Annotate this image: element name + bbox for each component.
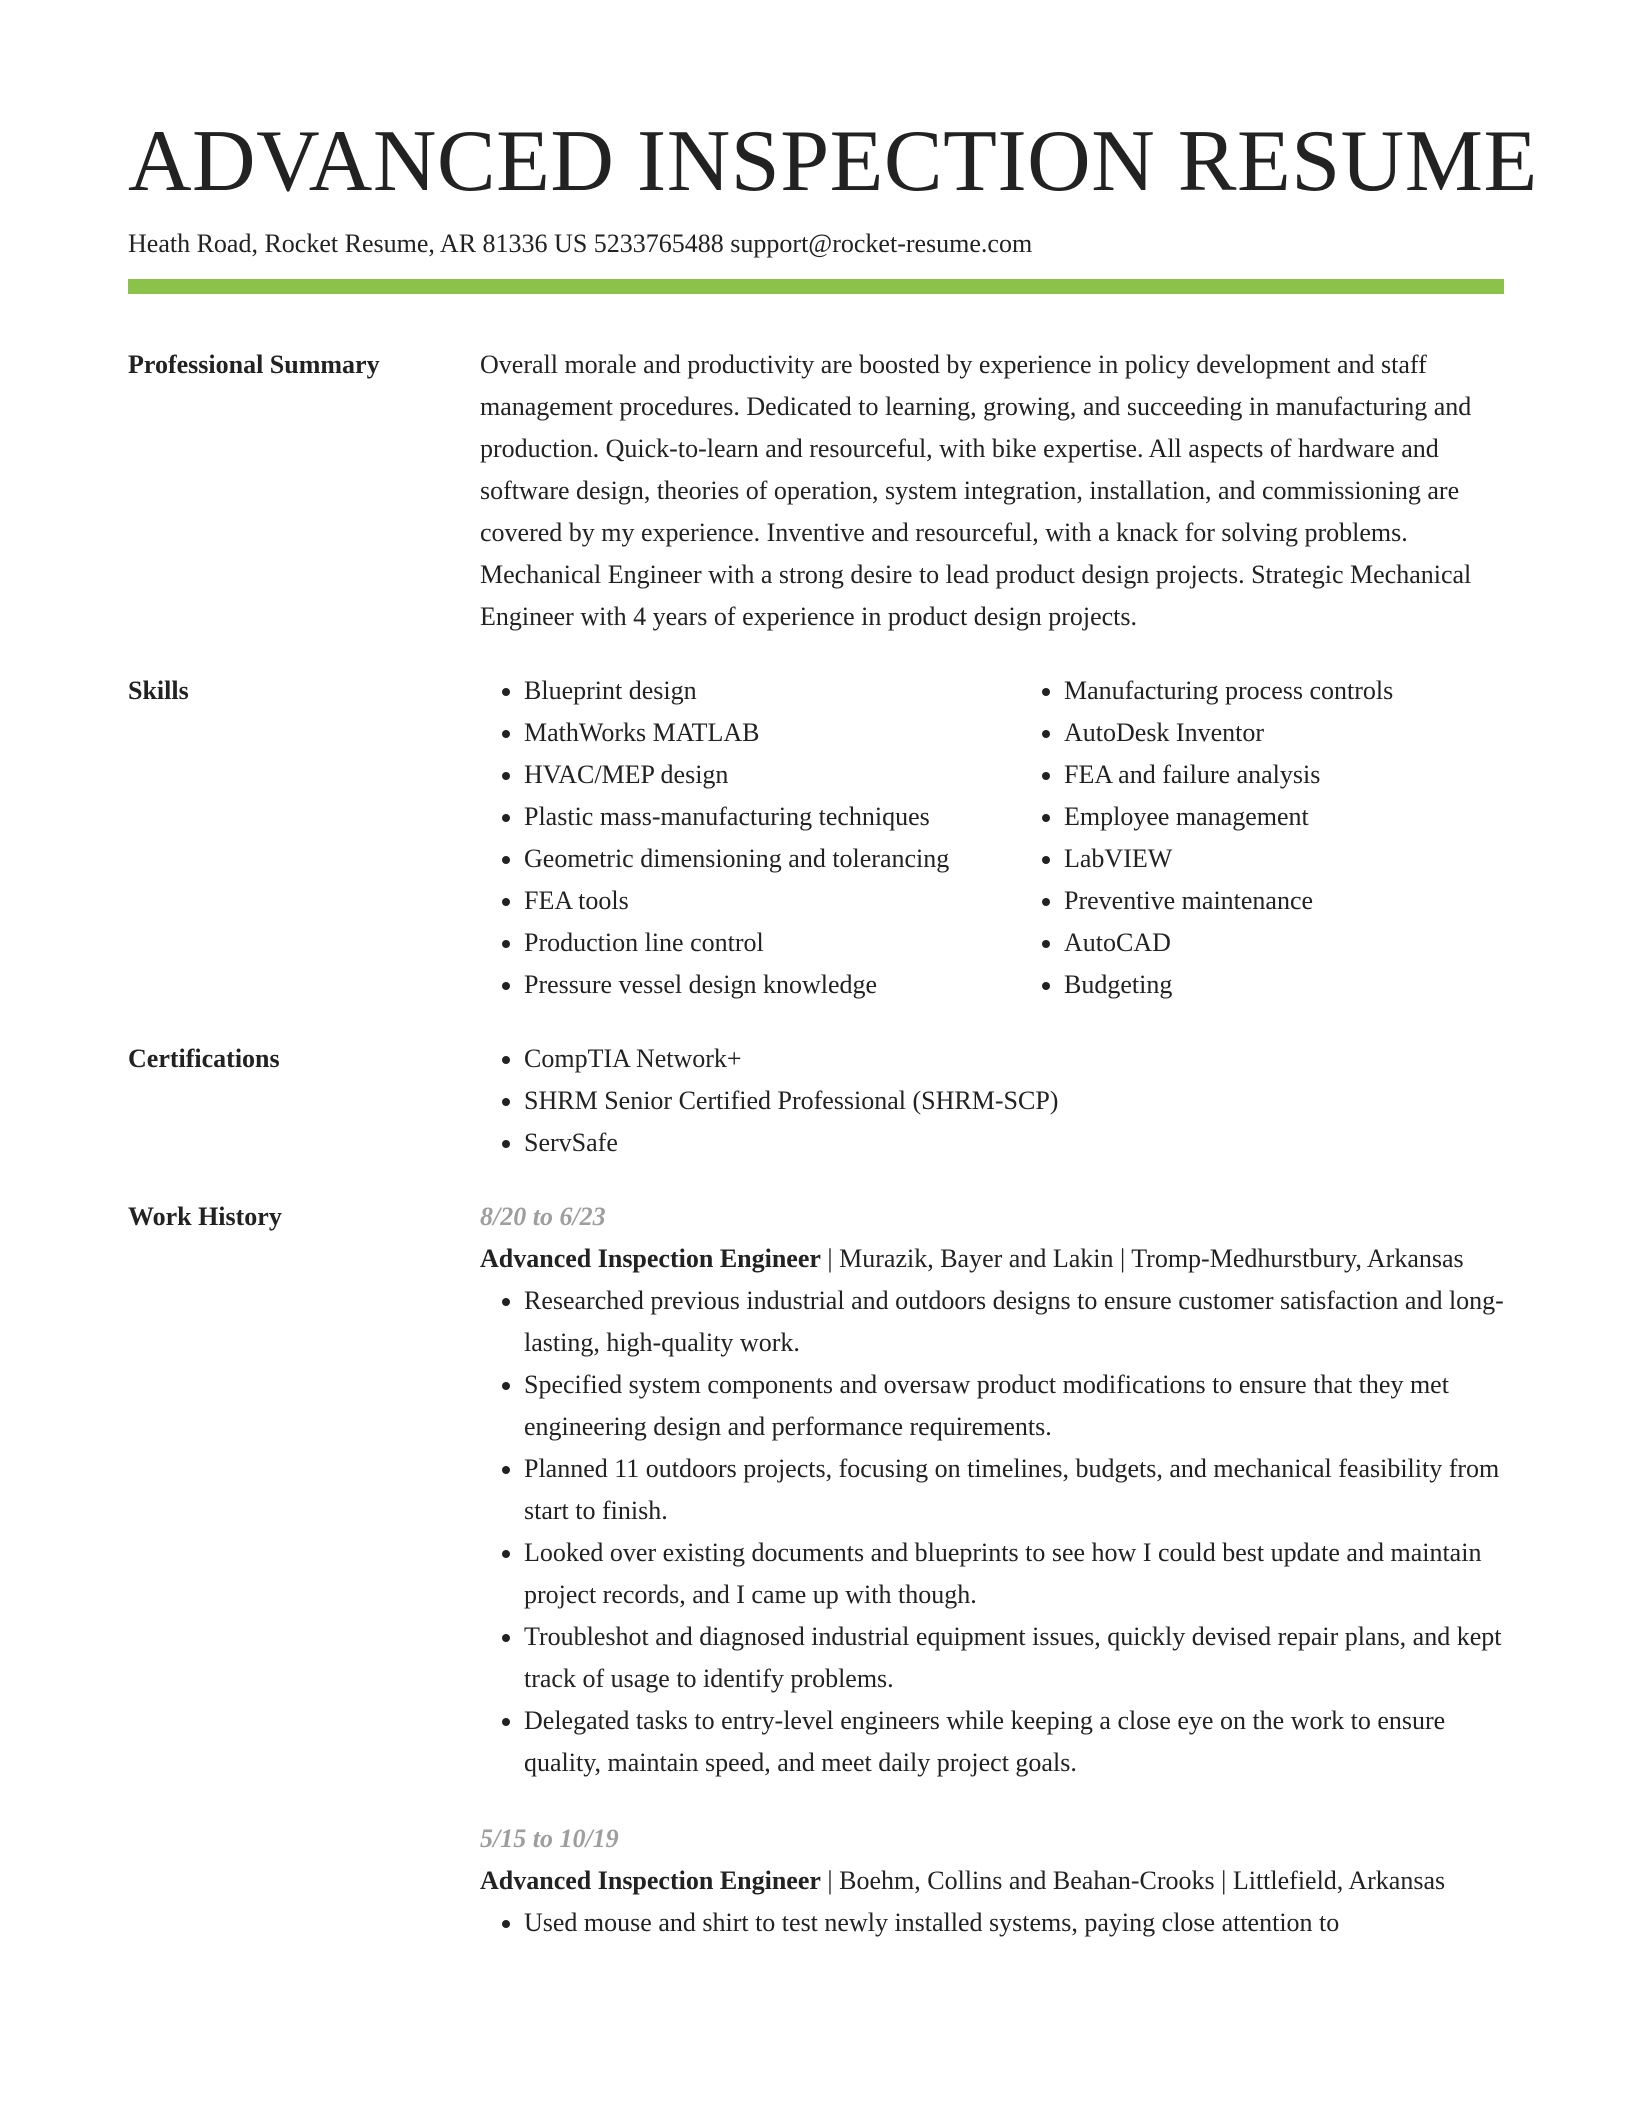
job-duty: • Delegated tasks to entry-level engineers while keeping a close eye on the work to ensure quality, maintain speed, and meet daily project goals. (524, 1700, 1504, 1784)
skills-section (128, 670, 1504, 1006)
resume-page (128, 113, 1538, 1944)
skill-item: • HVAC/MEP design (524, 754, 1028, 796)
certifications-list (480, 1038, 1504, 1164)
skill-item: • Production line control (524, 922, 1028, 964)
summary-section (128, 344, 1504, 638)
job-duties-list (480, 1280, 1504, 1784)
skill-item: • Manufacturing process controls (1064, 670, 1504, 712)
section-heading: Professional Summary (128, 350, 380, 380)
certification-item: • CompTIA Network+ (524, 1038, 1504, 1080)
job-heading (480, 1860, 1504, 1902)
skill-item: • Geometric dimensioning and tolerancing (524, 838, 1028, 880)
certifications-section (128, 1038, 1504, 1164)
skill-item: • Budgeting (1064, 964, 1504, 1006)
summary-text: Overall morale and productivity are boosted by experience in policy development and staff management procedures. Dedicated to learning, growing, and succeeding in manufacturing and production. Quick-to-learn and resourceful, with bike expertise. All aspects of hardware and software design, theories of operation, system integration, installation, and commissioning are covered by my experience. Inventive and resourceful, with a knack for solving problems. Mechanical Engineer with a strong desire to lead product design projects. Strategic Mechanical Engineer with 4 years of experience in product design projects. (480, 350, 1472, 632)
skill-item: • AutoDesk Inventor (1064, 712, 1504, 754)
accent-divider (128, 279, 1504, 294)
job-employer-location: | Boehm, Collins and Beahan-Crooks | Littlefield, Arkansas (820, 1866, 1446, 1896)
job-duty: • Specified system components and oversaw product modifications to ensure that they met engineering design and performance requirements. (524, 1364, 1504, 1448)
skill-item: • LabVIEW (1064, 838, 1504, 880)
skills-list-right (1028, 670, 1504, 1006)
skills-columns (480, 670, 1504, 1006)
skill-item: • FEA tools (524, 880, 1028, 922)
certifications-body (480, 1038, 1504, 1164)
skill-item: • AutoCAD (1064, 922, 1504, 964)
skill-item: • Blueprint design (524, 670, 1028, 712)
job-entry (480, 1196, 1504, 1784)
section-heading: Certifications (128, 1044, 280, 1074)
job-duty: • Used mouse and shirt to test newly installed systems, paying close attention to (524, 1902, 1504, 1944)
work-history-body (480, 1196, 1504, 1944)
job-title: Advanced Inspection Engineer (480, 1244, 821, 1274)
skill-item: • Plastic mass-manufacturing techniques (524, 796, 1028, 838)
skill-item: • Pressure vessel design knowledge (524, 964, 1028, 1006)
job-duty: • Troubleshot and diagnosed industrial equipment issues, quickly devised repair plans, and kept track of usage to identify problems. (524, 1616, 1504, 1700)
section-heading: Work History (128, 1202, 282, 1232)
contact-info: Heath Road, Rocket Resume, AR 81336 US 5233765488 support@rocket-resume.com (128, 229, 1033, 258)
job-dates: 5/15 to 10/19 (480, 1824, 619, 1854)
job-duty: • Researched previous industrial and outdoors designs to ensure customer satisfaction and long-lasting, high-quality work. (524, 1280, 1504, 1364)
job-duty: • Looked over existing documents and blueprints to see how I could best update and maintain project records, and I came up with though. (524, 1532, 1504, 1616)
skill-item: • Employee management (1064, 796, 1504, 838)
certification-item: • ServSafe (524, 1122, 1504, 1164)
job-title: Advanced Inspection Engineer (480, 1866, 821, 1896)
certification-item: • SHRM Senior Certified Professional (SHRM-SCP) (524, 1080, 1504, 1122)
job-heading (480, 1238, 1504, 1280)
skill-item: • FEA and failure analysis (1064, 754, 1504, 796)
skill-item: • MathWorks MATLAB (524, 712, 1028, 754)
skills-list-left (480, 670, 1028, 1006)
skills-body (480, 670, 1504, 1006)
job-employer-location: | Murazik, Bayer and Lakin | Tromp-Medhurstbury, Arkansas (820, 1244, 1464, 1274)
work-history-section (128, 1196, 1504, 1944)
section-heading: Skills (128, 676, 189, 706)
job-entry (480, 1818, 1504, 1944)
resume-title: ADVANCED INSPECTION RESUME (128, 113, 1538, 210)
job-dates: 8/20 to 6/23 (480, 1202, 606, 1232)
skill-item: • Preventive maintenance (1064, 880, 1504, 922)
job-duties-list (480, 1902, 1504, 1944)
job-duty: • Planned 11 outdoors projects, focusing on timelines, budgets, and mechanical feasibility from start to finish. (524, 1448, 1504, 1532)
